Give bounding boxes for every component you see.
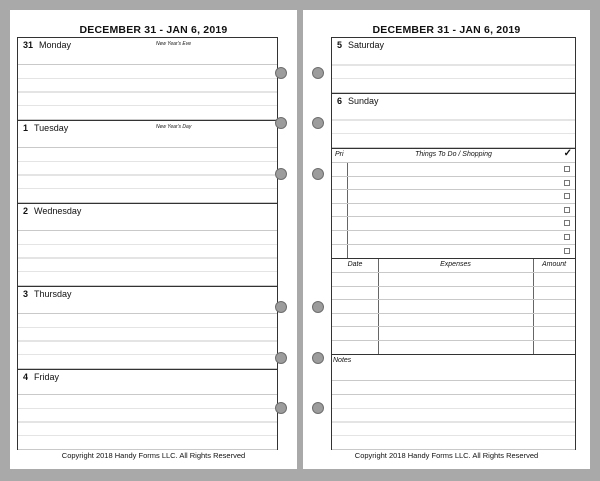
left-page	[10, 10, 297, 469]
day-number: 1	[23, 123, 29, 133]
notes-section	[332, 354, 575, 450]
check-icon: ✓	[563, 148, 572, 159]
expenses-section	[332, 258, 575, 354]
day-number: 2	[23, 206, 29, 216]
weekday-grid	[17, 37, 278, 450]
expense-row[interactable]	[332, 299, 575, 313]
right-copyright: Copyright 2018 Handy Forms LLC. All Rights Reserved	[354, 451, 539, 460]
day-name: Tuesday	[34, 123, 69, 133]
writing-lines[interactable]	[332, 108, 575, 148]
writing-lines[interactable]	[18, 301, 277, 369]
priority-label: Pri	[335, 151, 344, 158]
todo-row[interactable]	[332, 230, 575, 244]
day-number: 31	[23, 40, 34, 50]
binder-hole-icon	[275, 352, 287, 364]
todo-section	[332, 148, 575, 258]
notes-lines[interactable]	[332, 368, 575, 450]
day-name: Friday	[34, 372, 60, 382]
expense-row[interactable]	[332, 340, 575, 354]
day-name: Thursday	[34, 289, 72, 299]
day-name: Saturday	[348, 40, 385, 50]
todo-row[interactable]	[332, 244, 575, 258]
binder-hole-icon	[275, 301, 287, 313]
writing-lines[interactable]	[18, 218, 277, 286]
binder-hole-icon	[312, 67, 324, 79]
amount-column-header: Amount	[541, 261, 567, 268]
expense-row[interactable]	[332, 286, 575, 300]
binder-hole-icon	[312, 352, 324, 364]
day-name: Wednesday	[34, 206, 82, 216]
binder-hole-icon	[312, 117, 324, 129]
checkbox[interactable]	[564, 193, 570, 199]
right-page-title: DECEMBER 31 - JAN 6, 2019	[372, 24, 521, 36]
day-block-sunday	[332, 93, 575, 148]
day-name: Sunday	[348, 96, 379, 106]
checkbox[interactable]	[564, 207, 570, 213]
todo-title: Things To Do / Shopping	[415, 151, 492, 158]
day-number: 6	[337, 96, 343, 106]
checkbox[interactable]	[564, 234, 570, 240]
day-number: 4	[23, 372, 29, 382]
day-block-thursday	[18, 286, 277, 369]
day-block-saturday	[332, 38, 575, 93]
binder-hole-icon	[275, 402, 287, 414]
checkbox[interactable]	[564, 248, 570, 254]
writing-lines[interactable]	[332, 52, 575, 93]
binder-hole-icon	[275, 168, 287, 180]
day-block-monday	[18, 38, 277, 120]
expenses-title: Expenses	[440, 261, 471, 268]
holiday-label: New Year's Eve	[156, 41, 192, 47]
todo-row[interactable]	[332, 203, 575, 217]
checkbox[interactable]	[564, 220, 570, 226]
day-block-tuesday	[18, 120, 277, 203]
expense-row[interactable]	[332, 272, 575, 286]
todo-row[interactable]	[332, 216, 575, 230]
todo-row[interactable]	[332, 176, 575, 190]
holiday-label: New Year's Day	[156, 124, 192, 130]
day-name: Monday	[39, 40, 72, 50]
checkbox[interactable]	[564, 180, 570, 186]
binder-hole-icon	[312, 402, 324, 414]
left-page-title: DECEMBER 31 - JAN 6, 2019	[79, 24, 228, 36]
notes-label: Notes	[333, 357, 352, 364]
binder-hole-icon	[312, 168, 324, 180]
day-number: 5	[337, 40, 343, 50]
weekend-grid	[331, 37, 576, 450]
writing-lines[interactable]	[18, 135, 277, 203]
right-page	[303, 10, 590, 469]
todo-row[interactable]	[332, 162, 575, 176]
binder-hole-icon	[312, 301, 324, 313]
writing-lines[interactable]	[18, 384, 277, 450]
writing-lines[interactable]	[18, 52, 277, 120]
todo-row[interactable]	[332, 189, 575, 203]
binder-hole-icon	[275, 117, 287, 129]
checkbox[interactable]	[564, 166, 570, 172]
day-block-wednesday	[18, 203, 277, 286]
expense-row[interactable]	[332, 313, 575, 327]
date-column-header: Date	[347, 261, 363, 268]
binder-hole-icon	[275, 67, 287, 79]
left-copyright: Copyright 2018 Handy Forms LLC. All Rights Reserved	[61, 451, 246, 460]
day-block-friday	[18, 369, 277, 450]
day-number: 3	[23, 289, 29, 299]
expense-row[interactable]	[332, 326, 575, 340]
